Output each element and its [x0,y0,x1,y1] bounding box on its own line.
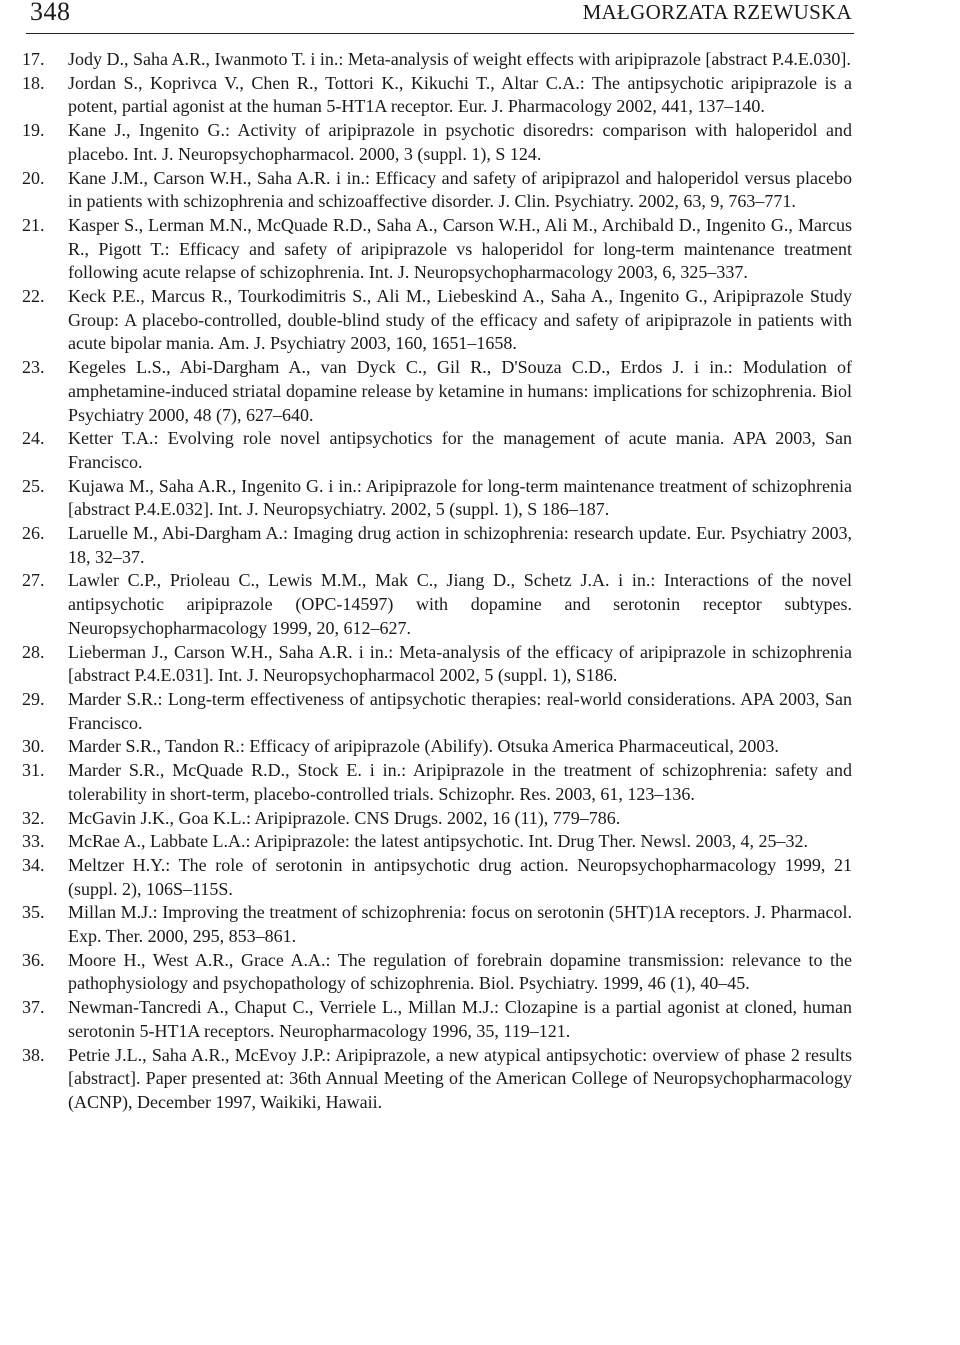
reference-item [0,949,960,996]
reference-item [0,807,960,831]
reference-number: 23. [22,357,45,378]
reference-number: 20. [22,167,45,188]
reference-text: Millan M.J.: Improving the treatment of schizophrenia: focus on serotonin (5HT)1A receptors. J. Pharmacol. Exp. Ther. 2000, 295, 853–861. [68,902,852,947]
reference-number: 37. [22,997,45,1018]
reference-text: McGavin J.K., Goa K.L.: Aripiprazole. CNS Drugs. 2002, 16 (11), 779–786. [68,807,621,828]
reference-number: 33. [22,831,45,852]
reference-text: Kegeles L.S., Abi-Dargham A., van Dyck C., Gil R., D'Souza C.D., Erdos J. i in.: Modulation of amphetamine-induced striatal dopamine release by ketamine in humans: implications for schizophrenia. Biol Psychiatry 2000, 48 (7), 627–640. [68,357,852,425]
reference-text: Lieberman J., Carson W.H., Saha A.R. i in.: Meta-analysis of the efficacy of aripiprazole in schizophrenia [abstract P.4.E.031]. Int. J. Neuropsychopharmacol 2002, 5 (suppl. 1), S186. [68,641,852,686]
reference-item [0,167,960,214]
reference-item [0,475,960,522]
reference-number: 31. [22,760,45,781]
reference-number: 22. [22,286,45,307]
reference-text: Kasper S., Lerman M.N., McQuade R.D., Saha A., Carson W.H., Ali M., Archibald D., Ingenito G., Marcus R., Pigott T.: Efficacy and safety of aripiprazole vs haloperidol for long-term maintenance treatment following acute relapse of schizophrenia. Int. J. Neuropsychopharmacology 2003, 6, 325–337. [68,214,852,283]
reference-text: Kane J., Ingenito G.: Activity of aripiprazole in psychotic disoredrs: comparison with haloperidol and placebo. Int. J. Neuropsychopharmacol. 2000, 3 (suppl. 1), S 124. [68,120,852,164]
reference-number: 38. [22,1044,45,1065]
reference-number: 34. [22,854,45,875]
page-number: 348 [30,0,71,26]
reference-text: Marder S.R., Tandon R.: Efficacy of aripiprazole (Abilify). Otsuka America Pharmaceutical, 2003. [68,736,779,757]
reference-item [0,214,960,285]
reference-item [0,735,960,759]
reference-number: 36. [22,949,45,970]
reference-number: 35. [22,902,45,923]
reference-item [0,641,960,688]
reference-item [0,1044,960,1115]
reference-text: McRae A., Labbate L.A.: Aripiprazole: the latest antipsychotic. Int. Drug Ther. Newsl. 2003, 4, 25–32. [68,831,809,852]
reference-text: Keck P.E., Marcus R., Tourkodimitris S., Ali M., Liebeskind A., Saha A., Ingenito G., Aripiprazole Study Group: A placebo-controlled, double-blind study of the efficacy and safety of aripiprazole in patients with acute bipolar mania. Am. J. Psychiatry 2003, 160, 1651–1658. [68,286,852,354]
reference-text: Newman-Tancredi A., Chaput C., Verriele L., Millan M.J.: Clozapine is a partial agonist at cloned, human serotonin 5-HT1A receptors. Neuropharmacology 1996, 35, 119–121. [68,997,852,1041]
reference-number: 25. [22,475,45,496]
running-head-author: MAŁGORZATA RZEWUSKA [582,0,852,24]
reference-number: 29. [22,688,45,709]
reference-text: Kujawa M., Saha A.R., Ingenito G. i in.: Aripiprazole for long-term maintenance treatment of schizophrenia [abstract P.4.E.032]. Int. J. Neuropsychiatry. 2002, 5 (suppl. 1), S 186–187. [68,475,852,520]
reference-number: 26. [22,523,45,544]
reference-item [0,356,960,427]
reference-text: Laruelle M., Abi-Dargham A.: Imaging drug action in schizophrenia: research update. Eur. Psychiatry 2003, 18, 32–37. [68,523,852,567]
reference-text: Marder S.R.: Long-term effectiveness of antipsychotic therapies: real-world considerations. APA 2003, San Francisco. [68,688,852,733]
reference-text: Meltzer H.Y.: The role of serotonin in antipsychotic drug action. Neuropsychopharmacology 1999, 21 (suppl. 2), 106S–115S. [68,854,852,899]
reference-item [0,830,960,854]
reference-number: 30. [22,736,45,757]
reference-item [0,72,960,119]
reference-number: 24. [22,428,45,449]
reference-text: Jody D., Saha A.R., Iwanmoto T. i in.: Meta-analysis of weight effects with aripiprazole [abstract P.4.E.030]. [68,49,851,69]
reference-item [0,119,960,166]
reference-item [0,569,960,640]
reference-text: Ketter T.A.: Evolving role novel antipsychotics for the management of acute mania. APA 2003, San Francisco. [68,428,852,472]
reference-item [0,427,960,474]
reference-item [0,285,960,356]
reference-item [0,759,960,806]
reference-text: Jordan S., Koprivca V., Chen R., Tottori K., Kikuchi T., Altar C.A.: The antipsychotic aripiprazole is a potent, partial agonist at the human 5-HT1A receptor. Eur. J. Pharmacology 2002, 441, 137–140. [68,72,852,117]
reference-number: 18. [22,72,45,93]
reference-item [0,901,960,948]
reference-text: Petrie J.L., Saha A.R., McEvoy J.P.: Aripiprazole, a new atypical antipsychotic: overview of phase 2 results [abstract]. Paper presented at: 36th Annual Meeting of the American College of Neuropsychopharmacology (ACNP), December 1997, Waikiki, Hawaii. [68,1044,852,1112]
reference-item [0,854,960,901]
reference-list [0,48,960,1115]
reference-text: Moore H., West A.R., Grace A.A.: The regulation of forebrain dopamine transmission: relevance to the pathophysiology and psychopathology of schizophrenia. Biol. Psychiatry. 1999, 46 (1), 40–45. [68,949,852,994]
reference-number: 27. [22,570,45,591]
page-header [0,0,960,34]
reference-number: 17. [22,49,45,69]
reference-number: 21. [22,214,45,235]
reference-text: Kane J.M., Carson W.H., Saha A.R. i in.: Efficacy and safety of aripiprazol and haloperidol versus placebo in patients with schizophrenia and schizoaffective disorder. J. Clin. Psychiatry. 2002, 63, 9, 763–771. [68,167,852,212]
reference-item [0,688,960,735]
reference-number: 32. [22,807,45,828]
reference-item [0,996,960,1043]
reference-text: Marder S.R., McQuade R.D., Stock E. i in.: Aripiprazole in the treatment of schizophrenia: safety and tolerability in short-term, placebo-controlled trials. Schizophr. Res. 2003, 61, 123–136. [68,760,852,804]
reference-item [0,48,960,72]
reference-text: Lawler C.P., Prioleau C., Lewis M.M., Mak C., Jiang D., Schetz J.A. i in.: Interactions of the novel antipsychotic aripiprazole (OPC-14597) with dopamine and serotonin receptor subtypes. Neuropsychopharmacology 1999, 20, 612–627. [68,570,852,638]
header-rule [26,33,854,34]
reference-number: 28. [22,641,45,662]
reference-item [0,522,960,569]
reference-number: 19. [22,120,45,141]
